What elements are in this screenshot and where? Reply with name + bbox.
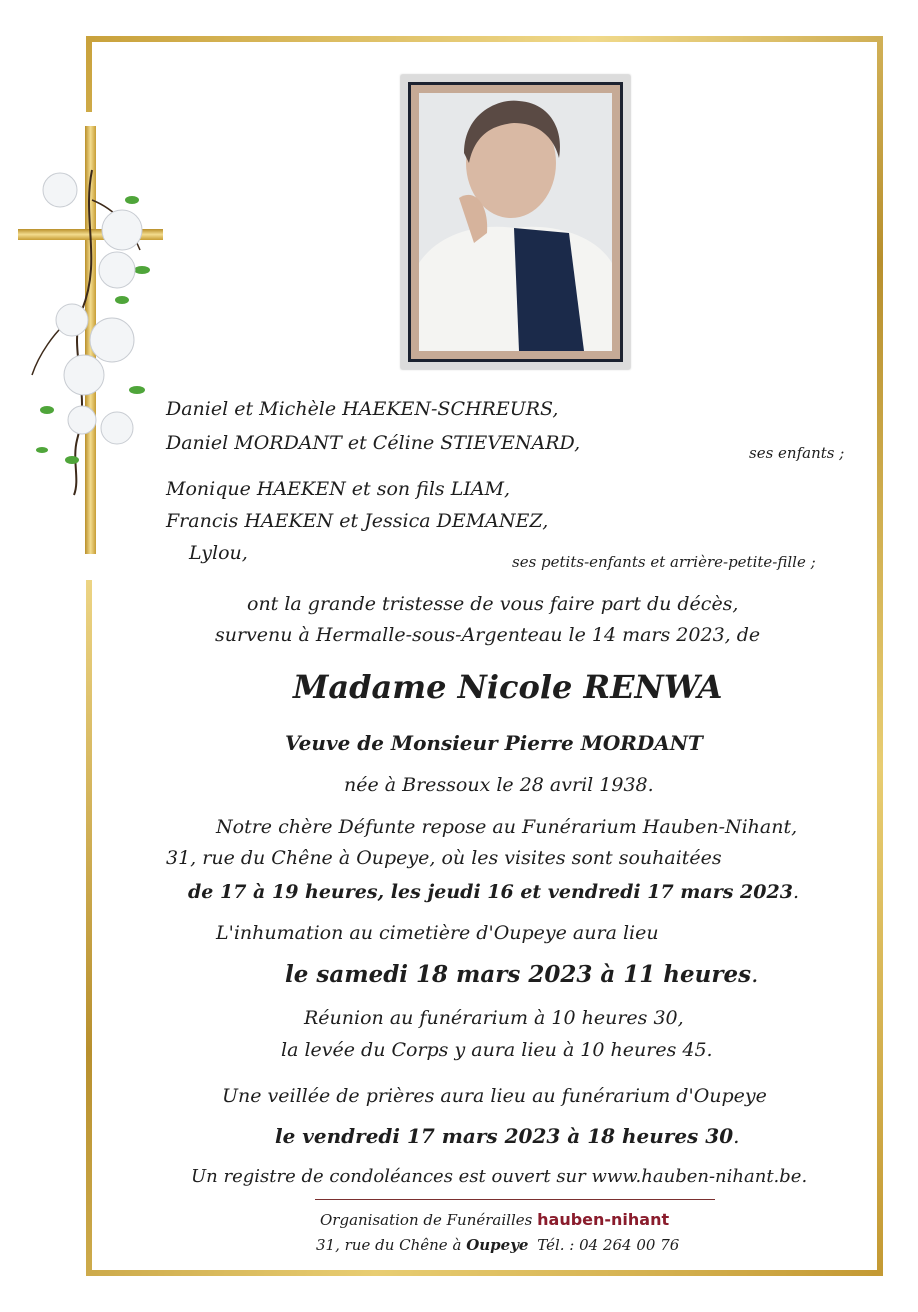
visits-line-1: Notre chère Défunte repose au Funérarium Hauben-Nihant,	[216, 816, 798, 838]
grandchildren-line-2: Francis HAEKEN et Jessica DEMANEZ,	[166, 510, 549, 532]
burial-line-3: Réunion au funérarium à 10 heures 30,	[304, 1007, 684, 1029]
portrait-frame	[401, 75, 630, 369]
deceased-spouse: Veuve de Monsieur Pierre MORDANT	[285, 731, 703, 755]
footer-org-prefix: Organisation de Funérailles	[320, 1211, 533, 1229]
footer-address-prefix: 31, rue du Chêne à	[316, 1236, 462, 1254]
grandchildren-line-1: Monique HAEKEN et son fils LIAM,	[166, 478, 511, 500]
flower-garland-icon	[22, 160, 162, 500]
grandchildren-line-3: Lylou,	[189, 542, 248, 564]
burial-line-1: L'inhumation au cimetière d'Oupeye aura lieu	[216, 922, 659, 944]
footer-address-city: Oupeye	[466, 1236, 529, 1254]
announcement-line-2: survenu à Hermalle-sous-Argenteau le 14 mars 2023, de	[215, 624, 761, 646]
announcement-line-1: ont la grande tristesse de vous faire part du décès,	[247, 593, 739, 615]
burial-line-4: la levée du Corps y aura lieu à 10 heures 45.	[281, 1039, 713, 1061]
footer-phone: Tél. : 04 264 00 76	[537, 1236, 680, 1254]
children-line-1: Daniel et Michèle HAEKEN-SCHREURS,	[166, 398, 559, 420]
brand-logo: hauben-nihant	[537, 1210, 670, 1229]
visits-line-3: de 17 à 19 heures, les jeudi 16 et vendredi 17 mars 2023	[188, 881, 793, 903]
vigil-line-1: Une veillée de prières aura lieu au funérarium d'Oupeye	[222, 1085, 767, 1107]
footer-separator	[315, 1199, 715, 1200]
condolence-register: Un registre de condoléances est ouvert sur www.hauben-nihant.be.	[191, 1166, 808, 1187]
portrait-photo	[419, 93, 612, 351]
children-role: ses enfants ;	[749, 444, 845, 462]
grandchildren-role: ses petits-enfants et arrière-petite-fille ;	[512, 553, 816, 571]
deceased-birth: née à Bressoux le 28 avril 1938.	[344, 774, 654, 796]
vigil-line-2: le vendredi 17 mars 2023 à 18 heures 30	[275, 1124, 734, 1148]
deceased-name: Madame Nicole RENWA	[293, 668, 723, 706]
visits-line-2: 31, rue du Chêne à Oupeye, où les visites sont souhaitées	[166, 847, 722, 869]
burial-line-2: le samedi 18 mars 2023 à 11 heures	[285, 961, 752, 988]
children-line-2: Daniel MORDANT et Céline STIEVENARD,	[166, 432, 581, 454]
